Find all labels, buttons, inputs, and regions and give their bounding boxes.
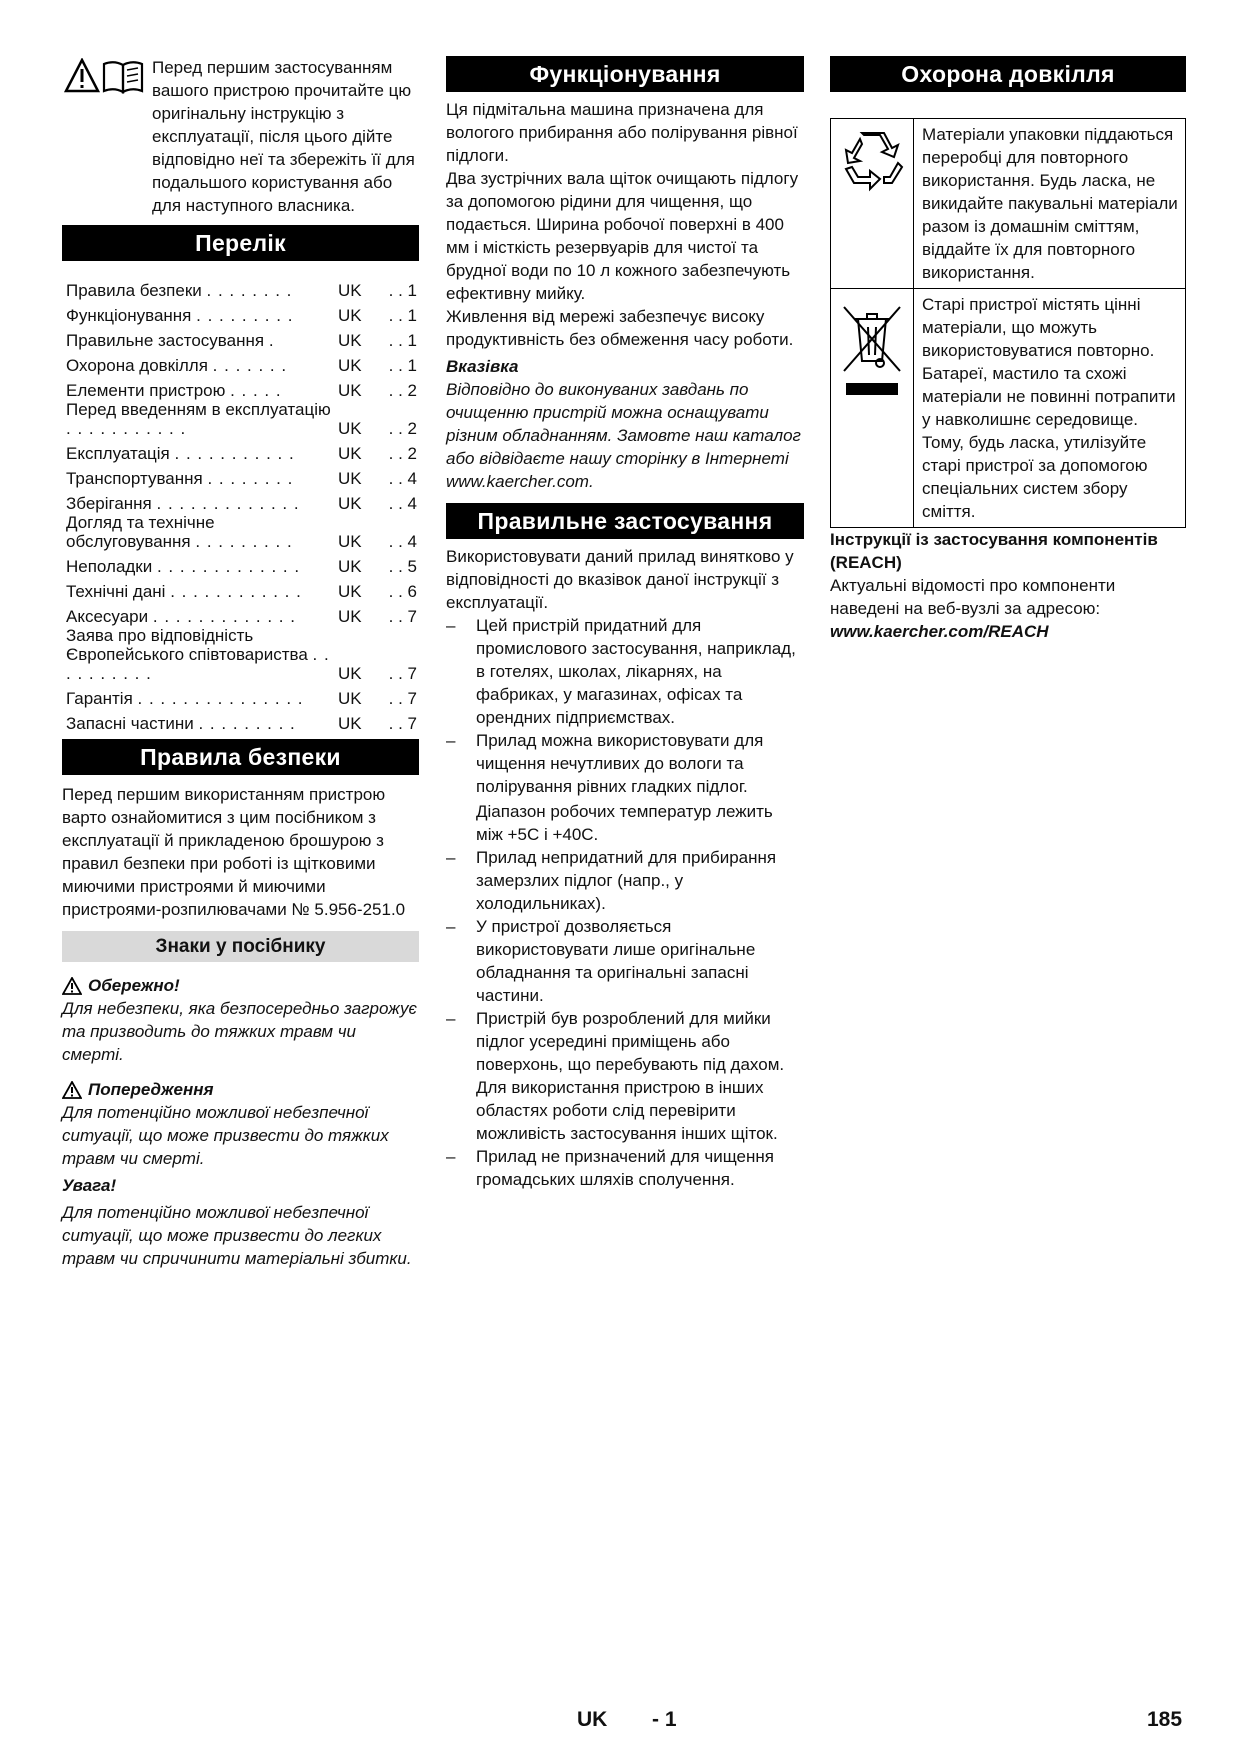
note-label: Вказівка xyxy=(446,357,519,376)
toc-lang: UK xyxy=(338,419,362,438)
recycle-cell xyxy=(831,119,914,289)
left-column xyxy=(62,56,419,1270)
toc-row[interactable] xyxy=(62,350,419,375)
right-column xyxy=(830,56,1186,643)
toc-row[interactable] xyxy=(62,400,419,438)
toc-lang: UK xyxy=(338,356,362,375)
caution-label: Увага! xyxy=(62,1176,117,1195)
toc-row[interactable] xyxy=(62,576,419,601)
crossed-bin-icon xyxy=(840,299,904,399)
list-item: – Цей пристрій придатний для промислового застосування, наприклад, в готелях, школах, лікарнях, на фабриках, у магазинах, офісах та орендних підприємствах. xyxy=(446,614,804,729)
danger-label: Обережно! xyxy=(88,976,180,995)
toc-lang: UK xyxy=(338,306,362,325)
toc-title: Технічні дані . . . . . . . . . . . . xyxy=(66,582,302,601)
toc-title: Правильне застосування . xyxy=(66,331,275,350)
toc-row[interactable] xyxy=(62,708,419,733)
toc-lang: UK xyxy=(338,331,362,350)
middle-column xyxy=(446,56,804,1191)
toc-page: . . 1 xyxy=(388,306,417,325)
toc-page: . . 7 xyxy=(388,714,417,733)
toc-page: . . 7 xyxy=(388,689,417,708)
weee-cell xyxy=(831,289,914,528)
usage-heading: Правильне застосування xyxy=(446,503,804,539)
toc-lang: UK xyxy=(338,494,362,513)
toc-title: Запасні частини . . . . . . . . . xyxy=(66,714,296,733)
usage-intro: Використовувати даний прилад винятково у відповідності до вказівок даної інструкції з експлуатації. xyxy=(446,547,794,612)
toc-title: Експлуатація . . . . . . . . . . . xyxy=(66,444,295,463)
list-item: – Пристрій був розроблений для мийки підлог усередині приміщень або поверхонь, що перебувають під дахом. Для використання пристрою в інших областях роботи слід перевірити можливість застосування інших щіток. xyxy=(446,1007,804,1145)
toc-row[interactable] xyxy=(62,463,419,488)
warning-triangle-icon xyxy=(62,1081,82,1099)
toc-lang: UK xyxy=(338,557,362,576)
toc-page: . . 5 xyxy=(388,557,417,576)
toc-row[interactable] xyxy=(62,375,419,400)
function-p2: Два зустрічних вала щіток очищають підлогу за допомогою рідини для чищення, що подається. Ширина робочої поверхні в 400 мм і місткість резервуарів для чистої та брудної води по 10 л кожного забезпечують ефективну мийку. xyxy=(446,169,799,303)
reach-link[interactable]: www.kaercher.com/REACH xyxy=(830,622,1049,641)
intro xyxy=(62,56,419,217)
toc-row[interactable] xyxy=(62,325,419,350)
reach-text: Актуальні відомості про компоненти наведені на веб-вузлі за адресою: xyxy=(830,576,1116,618)
safety-heading: Правила безпеки xyxy=(62,739,419,775)
toc-page: . . 4 xyxy=(388,494,417,513)
toc-lang: UK xyxy=(338,664,362,683)
toc-page: . . 7 xyxy=(388,607,417,626)
danger-heading xyxy=(62,974,419,997)
toc-page: . . 2 xyxy=(388,381,417,400)
toc-page: . . 1 xyxy=(388,331,417,350)
usage-list xyxy=(446,614,804,1191)
toc-title: Елементи пристрою . . . . . xyxy=(66,381,282,400)
toc-row[interactable] xyxy=(62,626,419,683)
toc-page: . . 4 xyxy=(388,532,417,551)
list-item: – Прилад не призначений для чищення громадських шляхів сполучення. xyxy=(446,1145,804,1191)
toc-title: Транспортування . . . . . . . . xyxy=(66,469,294,488)
toc-row[interactable] xyxy=(62,488,419,513)
toc-row[interactable] xyxy=(62,300,419,325)
toc-page: . . 1 xyxy=(388,281,417,300)
danger-text: Для небезпеки, яка безпосередньо загрожує та призводить до тяжких травм чи смерті. xyxy=(62,999,417,1064)
function-heading: Функціонування xyxy=(446,56,804,92)
toc-lang: UK xyxy=(338,689,362,708)
toc-page: . . 6 xyxy=(388,582,417,601)
toc-page: . . 1 xyxy=(388,356,417,375)
list-item: – Прилад непридатний для прибирання замерзлих підлог (напр., у холодильниках). xyxy=(446,846,804,915)
toc-lang: UK xyxy=(338,607,362,626)
caution-text: Для потенційно можливої небезпечної ситуації, що може призвести до легких травм чи спричинити матеріальні збитки. xyxy=(62,1203,412,1268)
function-p3: Живлення від мережі забезпечує високу продуктивність без обмеження часу роботи. xyxy=(446,307,794,349)
function-p1: Ця підмітальна машина призначена для вологого прибирання або полірування рівної підлоги. xyxy=(446,100,798,165)
toc-page: . . 2 xyxy=(388,419,417,438)
toc-title: Правила безпеки . . . . . . . . xyxy=(66,281,293,300)
list-item: – У пристрої дозволяється використовувати лише оригінальне обладнання та оригінальні запасні частини. xyxy=(446,915,804,1007)
footer-local-page: - 1 xyxy=(652,1708,677,1731)
toc-title: Догляд та технічне обслуговування . . . . . . . . . xyxy=(66,513,293,551)
old-devices-text: Старі пристрої містять цінні матеріали, що можуть використовуватися повторно. Батареї, мастило та схожі матеріали не повинні потрапити у навколишнє середовище. Тому, будь ласка, утилізуйте старі пристрої за допомогою спеціальних систем збору сміття. xyxy=(914,289,1186,528)
warning-triangle-book-icon xyxy=(64,58,146,94)
footer-lang: UK xyxy=(577,1708,608,1731)
toc-lang: UK xyxy=(338,444,362,463)
packaging-text: Матеріали упаковки піддаються переробці для повторного використання. Будь ласка, не викидайте пакувальні матеріали разом із домашнім сміттям, віддайте їх для повторного використання. xyxy=(914,119,1186,289)
safety-text: Перед першим використанням пристрою варто ознайомитися з цим посібником з експлуатації й прикладеною брошурою з правил безпеки при роботі із щітковими миючими пристроями й миючими пристроями-розпилювачами № 5.956-251.0 xyxy=(62,785,406,919)
toc-title: Зберігання . . . . . . . . . . . . . xyxy=(66,494,300,513)
warning-manual-icons xyxy=(64,58,146,94)
environment-table xyxy=(830,118,1186,528)
toc-title: Аксесуари . . . . . . . . . . . . . xyxy=(66,607,296,626)
toc-row[interactable] xyxy=(62,551,419,576)
toc-row[interactable] xyxy=(62,275,419,300)
toc-lang: UK xyxy=(338,532,362,551)
note-text: Відповідно до виконуваних завдань по очищенню пристрій можна оснащувати різним обладнанням. Замовте наш каталог або відвідаєте нашу сторінку в Інтернеті www.kaercher.com. xyxy=(446,380,801,491)
toc-heading: Перелік xyxy=(62,225,419,261)
toc-lang: UK xyxy=(338,582,362,601)
page-number: 185 xyxy=(1147,1708,1183,1731)
toc-title: Перед введенням в експлуатацію . . . . . . . . . . . xyxy=(66,400,331,438)
intro-first-line: Перед першим застосуванням xyxy=(152,58,393,77)
recycle-icon xyxy=(838,129,906,195)
toc-row[interactable] xyxy=(62,601,419,626)
toc-lang: UK xyxy=(338,381,362,400)
toc-title: Функціонування . . . . . . . . . xyxy=(66,306,294,325)
toc-page: . . 2 xyxy=(388,444,417,463)
warning-text: Для потенційно можливої небезпечної ситуації, що може призвести до тяжких травм чи смерті. xyxy=(62,1103,389,1168)
toc-row[interactable] xyxy=(62,438,419,463)
intro-text: вашого пристрою прочитайте цю оригінальну інструкцію з експлуатації, після цього дійте відповідно неї та збережіть її для подальшого користування або для наступного власника. xyxy=(152,81,415,215)
temp-note: Діапазон робочих температур лежить між +5C і +40C. xyxy=(476,802,773,844)
list-item: – Прилад можна використовувати для чищення нечутливих до вологи та полірування рівних гладких підлог. Діапазон робочих температур лежить між +5C і +40C. xyxy=(446,729,804,846)
toc-page: . . 4 xyxy=(388,469,417,488)
warning-label: Попередження xyxy=(88,1080,214,1099)
warning-triangle-icon xyxy=(62,977,82,995)
toc-page: . . 7 xyxy=(388,664,417,683)
toc-title: Заява про відповідність Європейського співтовариства . . . . . . . . . . xyxy=(66,626,330,683)
toc-row[interactable] xyxy=(62,513,419,551)
toc-lang: UK xyxy=(338,281,362,300)
toc-title: Гарантія . . . . . . . . . . . . . . . xyxy=(66,689,304,708)
toc-title: Неполадки . . . . . . . . . . . . . xyxy=(66,557,301,576)
toc-lang: UK xyxy=(338,469,362,488)
toc-title: Охорона довкілля . . . . . . . xyxy=(66,356,288,375)
reach-title: Інструкції із застосування компонентів (REACH) xyxy=(830,530,1158,572)
toc-row[interactable] xyxy=(62,683,419,708)
toc-lang: UK xyxy=(338,714,362,733)
warning-heading xyxy=(62,1078,419,1101)
toc-table xyxy=(62,275,419,733)
environment-heading: Охорона довкілля xyxy=(830,56,1186,92)
signs-heading: Знаки у посібнику xyxy=(62,931,419,962)
